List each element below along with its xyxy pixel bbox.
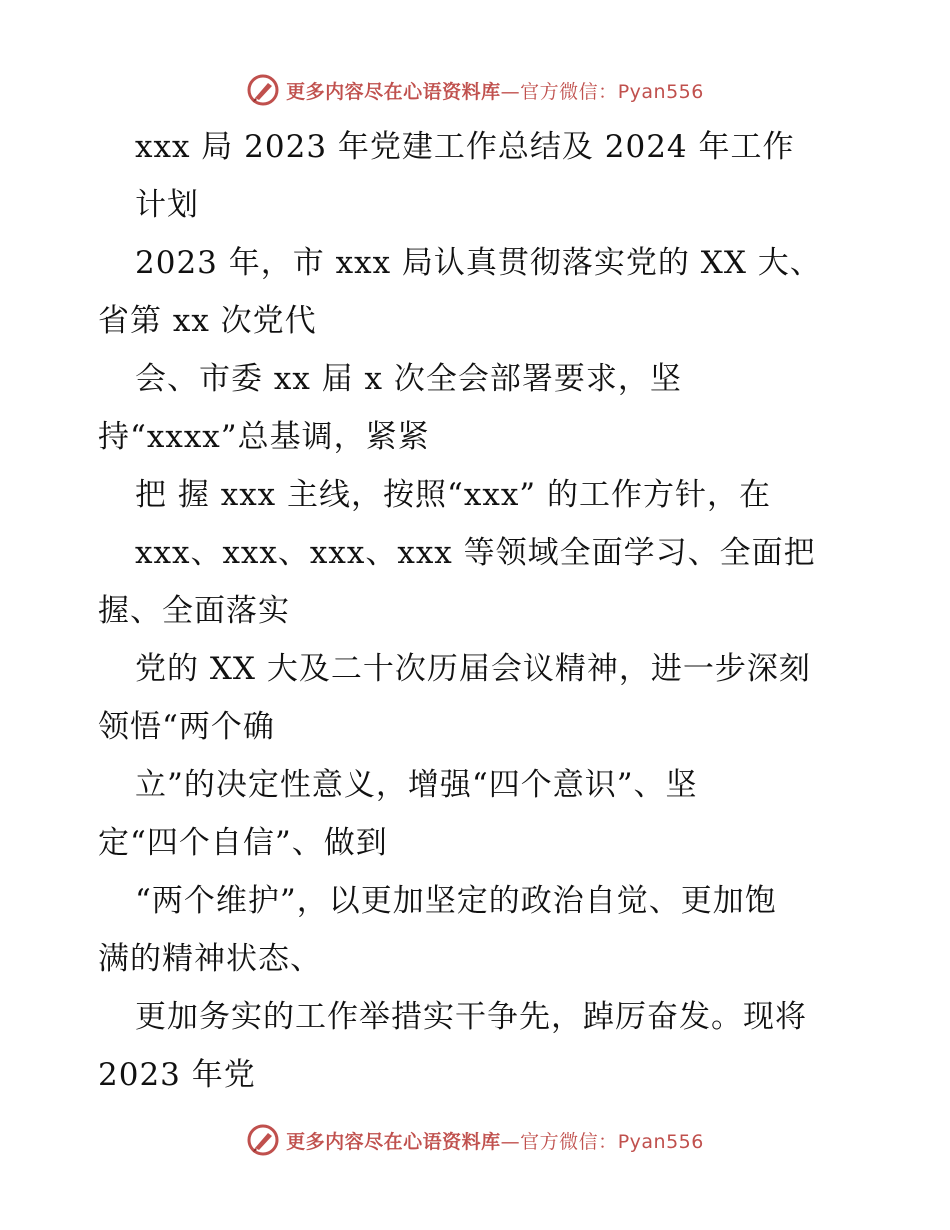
document-title-line-1: xxx 局 2023 年党建工作总结及 2024 年工作 [135,129,795,165]
body-line-4: 持“xxxx”总基调，紧紧 [98,419,430,455]
document-title-line-2: 计划 [135,187,199,223]
body-line-3: 会、市委 xx 届 x 次全会部署要求，坚 [135,361,682,397]
pen-logo-icon [246,73,280,107]
pen-logo-icon [246,1123,280,1157]
body-line-2: 省第 xx 次党代 [98,303,317,339]
body-line-10: 立”的决定性意义，增强“四个意识”、坚 [135,767,698,803]
body-line-9: 领悟“两个确 [98,709,275,745]
body-line-1: 2023 年，市 xxx 局认真贯彻落实党的 XX 大、 [135,245,822,281]
banner-text: 更多内容尽在心语资料库—官方微信：Pyan556 [286,80,704,103]
body-line-6: xxx、xxx、xxx、xxx 等领域全面学习、全面把 [135,535,816,571]
body-line-14: 更加务实的工作举措实干争先，踔厉奋发。现将 [135,999,807,1035]
footer-watermark-banner [0,1120,950,1160]
body-line-7: 握、全面落实 [98,593,290,629]
body-line-13: 满的精神状态、 [98,941,322,977]
body-line-11: 定“四个自信”、做到 [98,825,388,861]
header-watermark-banner [0,70,950,110]
banner-text: 更多内容尽在心语资料库—官方微信：Pyan556 [286,1130,704,1153]
body-line-15: 2023 年党 [98,1057,256,1093]
body-line-5: 把 握 xxx 主线，按照“xxx” 的工作方针，在 [135,477,772,513]
body-line-8: 党的 XX 大及二十次历届会议精神，进一步深刻 [135,651,811,687]
body-line-12: “两个维护”，以更加坚定的政治自觉、更加饱 [135,883,777,919]
